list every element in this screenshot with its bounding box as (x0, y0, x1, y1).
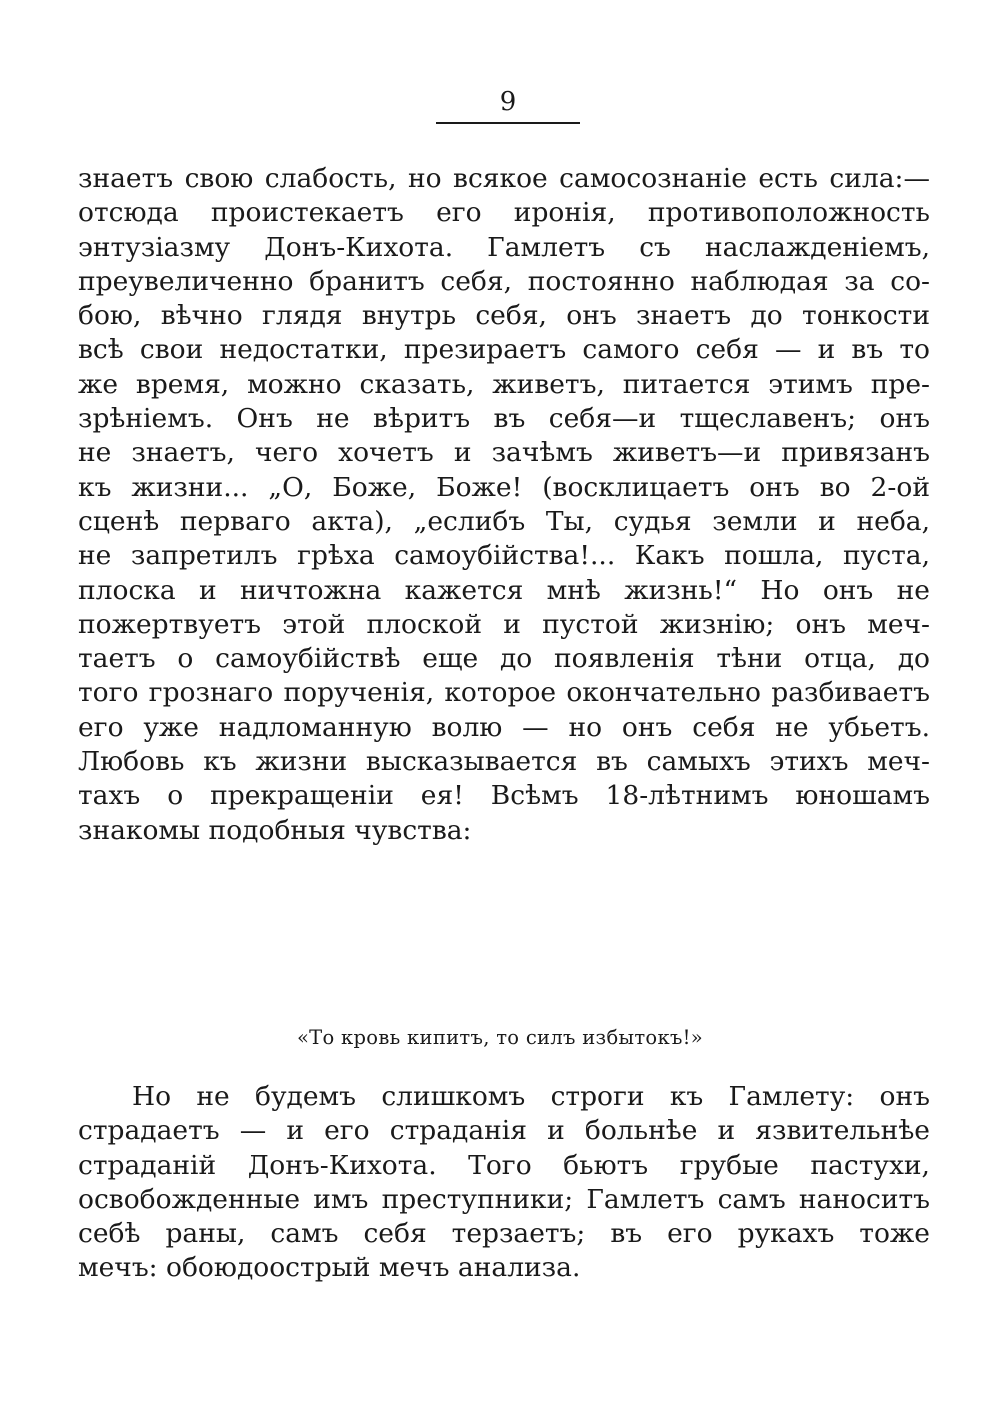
text-line: не запретилъ грѣха самоубійства!... Какъ пошла, пуста, (78, 540, 930, 572)
text-line: страдаетъ — и его страданія и больнѣе и язвительнѣе (78, 1115, 930, 1147)
text-line: пожертвуетъ этой плоской и пустой жизнію; онъ меч- (78, 608, 930, 640)
text-line: всѣ свои недостатки, презираетъ самого себя — и въ то (78, 334, 930, 366)
text-line: его уже надломанную волю — но онъ себя не убьетъ. (78, 711, 930, 743)
text-line: сценѣ перваго акта), „еслибъ Ты, судья земли и неба, (78, 505, 930, 537)
text-line: страданій Донъ-Кихота. Того бьютъ грубые пастухи, (78, 1149, 930, 1181)
paragraph-1 (78, 162, 930, 848)
text-line: плоска и ничтожна кажется мнѣ жизнь!“ Но онъ не (78, 574, 930, 606)
page-header (436, 86, 580, 124)
text-line: преувеличенно бранитъ себя, постоянно наблюдая за со- (78, 265, 930, 297)
text-line: себѣ раны, самъ себя терзаетъ; въ его рукахъ тоже (78, 1218, 930, 1250)
text-line: таетъ о самоубійствѣ еще до появленія тѣни отца, до (78, 643, 930, 675)
paragraph-2 (78, 1080, 930, 1286)
header-rule (436, 122, 580, 124)
verse-quote: «То кровь кипитъ, то силъ избытокъ!» (296, 1026, 704, 1049)
text-line: знаетъ свою слабость, но всякое самосознаніе есть сила:— (78, 163, 930, 194)
text-line: Но не будемъ слишкомъ строги къ Гамлету: онъ (132, 1081, 930, 1112)
text-line: зрѣніемъ. Онъ не вѣритъ въ себя—и тщеславенъ; онъ (78, 403, 930, 435)
text-line: того грознаго порученія, которое окончательно разбиваетъ (78, 677, 930, 709)
text-line: мечъ: обоюдоострый мечъ анализа. (78, 1252, 581, 1284)
text-line: отсюда проистекаетъ его иронія, противоположность (78, 197, 930, 229)
text-line: не знаетъ, чего хочетъ и зачѣмъ живетъ—и привязанъ (78, 437, 930, 469)
text-line: энтузіазму Донъ-Кихота. Гамлетъ съ наслажденіемъ, (78, 231, 930, 263)
page-number: 9 (499, 87, 517, 117)
text-line: къ жизни... „О, Боже, Боже! (восклицаетъ онъ во 2-ой (78, 471, 930, 503)
text-line: тахъ о прекращеніи ея! Всѣмъ 18-лѣтнимъ юношамъ (78, 780, 930, 812)
text-line: бою, вѣчно глядя внутрь себя, онъ знаетъ до тонкости (78, 300, 930, 332)
text-line: же время, можно сказать, живетъ, питается этимъ пре- (78, 368, 930, 400)
text-line: знакомы подобныя чувства: (78, 814, 472, 846)
text-line: Любовь къ жизни высказывается въ самыхъ этихъ меч- (78, 746, 930, 778)
text-line: освобожденные имъ преступники; Гамлетъ самъ наноситъ (78, 1183, 930, 1215)
